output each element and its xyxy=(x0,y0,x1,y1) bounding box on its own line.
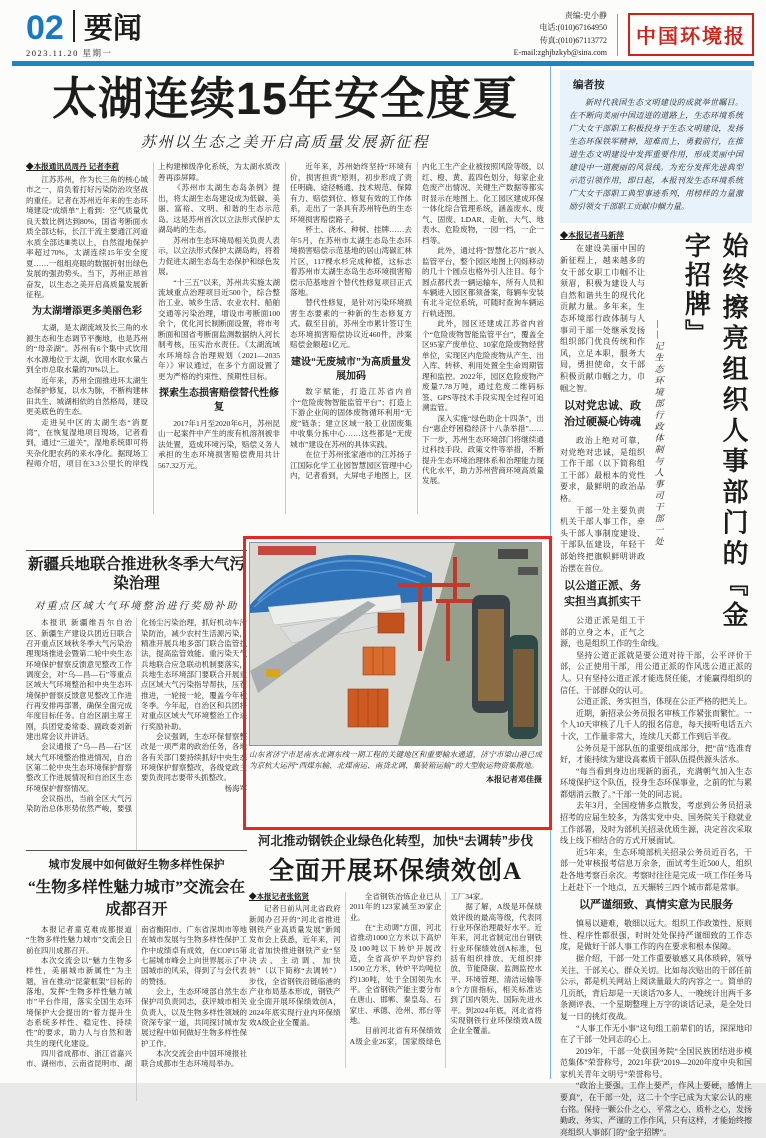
hebei-kicker: 河北推动钢铁企业绿色化转型，加快“去调转”步伐 xyxy=(257,834,533,848)
paragraph: 替代性修复，是针对污染环境损害生态要素的一种新的生态修复方式。截至目前，苏州全市累计签订生态环境损害赔偿协议近460件，涉案赔偿金额超1亿元。 xyxy=(290,298,412,350)
section-title: 要闻 xyxy=(83,13,142,46)
editor-note-title: 编者按 xyxy=(573,79,605,91)
right-column xyxy=(560,70,752,1137)
hebei-body xyxy=(249,892,542,1068)
paragraph: 杯土、浇水、种树、挂牌……去年5月，在苏州市太湖生态岛生态环境损害赔偿示范基地的居山湾碳汇林片区，117棵水杉完成种植，这标志着苏州市太湖生态岛生态环境损害赔偿示范基地首个替代性修复项目正式落地。 xyxy=(290,225,412,298)
paragraph: 据了解，A级是环保绩效评级的最高等级，代表同行业环保治理最好水平。近年来，河北省制定出台钢铁行业环保绩效创A标准，包括有组织排放、无组织排放、节能降碳、监测监控水平、环境管理、清洁运输等8个方面指标，相关标准达到了国内领先、国际先进水平。到2024年底，河北省将实现钢铁行业环保绩效A级企业全覆盖。 xyxy=(450,902,542,1036)
flow-subhead: 以公道正派、务实担当真抓实干 xyxy=(564,580,641,609)
paragraph: 江苏苏州，作为长三角的核心城市之一，肩负着打好污染防治攻坚战的重任。记者在苏州近年来的生态环境建设“成绩单”上看到：空气质量优良天数比例达到80%，国省考断面水质全部达标，长江干流主要通江河道水质全部达Ⅲ类以上，自然湿地保护率超过70%，太湖连续15年安全度夏……一组组亮眼的数据折射出绿色发展的强劲势头。当下，苏州正昂首奋发，以生态之美开启高质量发展新征程。 xyxy=(26,174,148,300)
vertical-headline-block xyxy=(652,232,752,630)
email-line: E-mail:zghjbzkyb@sina.com xyxy=(513,48,607,58)
paragraph: 公道正派、务实担当，体现在公正严格的把关上。 xyxy=(576,697,752,707)
editor-line: 责编:史小静 xyxy=(564,11,607,20)
flow-subhead: 以对党忠诚、政治过硬凝心铸魂 xyxy=(564,400,641,429)
chengdu-body xyxy=(26,925,247,1101)
paragraph: 2017年1月至2020年6月，苏州昆山一起案件中产生的废有机溶剂被非法处置，造成环境污染，赔偿义务人承担的生态环境损害赔偿费用共计567.32万元。 xyxy=(158,418,280,470)
paragraph: 苏州市生态环境局相关负责人表示，以立法形式保护太湖岛屿，将着力促进太湖生态岛生态保护和绿色发展。 xyxy=(158,235,280,277)
paragraph: “政治上要强，工作上要严，作风上要硬，感情上要真”，在干部一处，这二十个字已成为大家公认的座右铭。保持一颗公仆之心、平常之心、质朴之心，发扬勤政、务实、严谨的工作作风，只有这样，才能始终擦亮组织人事部门的“金字招牌”。 xyxy=(560,1081,752,1137)
chengdu-article xyxy=(26,856,247,1079)
paragraph: 本报讯 新疆维吾尔自治区、新疆生产建设兵团近日联合召开重点区域秋冬季大气污染治理现场推进会暨第二轮中央生态环境保护督察反馈意见整改工作调度会，对“乌—昌—石”等重点区域大气环境整治和中央生态环境保护督察反馈意见整改工作进行再安排再部署，确保全面完成年度目标任务。自治区副主席王刚，兵团党委常委、副政委刘新建出席会议并讲话。 xyxy=(26,618,132,741)
paragraph: 走进吴中区的太湖生态“消夏湾”，在恢复湿地项目现场，记者看到，通过“三道关”，湿地系统即可将夹杂化肥农药的来水净化。据现场工程师介绍，项目在3.3公里长的岸线上构建梯级净化系统，为太湖水质改善再添屏障。 xyxy=(26,162,280,469)
vertical-headline: 始终擦亮组织人事部门的『金字招牌』 xyxy=(681,231,748,630)
paragraph: 坚持公道正派就是要公道对待干部，公平评价干部，公正使用干部，用公道正派的作风选公道正派的人。只有坚持公道正派才能选贤任能，才能赢得组织的信任、干部群众的认可。 xyxy=(560,650,752,695)
paragraph: 会议强调，生态环保督察整改是一项严肃的政治任务，各地各有关部门要持续抓好中央生态环境保护督察整改，各级党政主要负责同志要带头抓整改。 xyxy=(141,731,247,783)
paragraph: 近年来，苏州全面推进环太湖生态保护修复，以水为脉，不断构建林田共生、城湖相依的自然格局，建设更美底色的生态。 xyxy=(26,375,148,417)
flow-subhead: 建设“无废城市”为高质量发展加码 xyxy=(291,356,411,382)
separator xyxy=(26,550,247,551)
xinjiang-body xyxy=(26,618,247,850)
paragraph: 目前河北省有环保绩效A级企业26家，国家级绿色工厂34家。 xyxy=(349,892,488,1046)
port-photo xyxy=(250,543,541,745)
paragraph: ◆本报通讯员周丹 记者李莉 xyxy=(26,162,120,172)
paragraph: 四川省成都市、浙江省嘉兴市、湖州市、云南省昆明市、湖南省衡阳市、广东省深圳市等地在城市发展与生物多样性保护工作中成绩卓有成效，在COP15第七届城市峰会上向世界展示了中国城市的风采，得到了与会代表的赞扬。 xyxy=(26,925,247,1069)
paragraph: “十三五”以来，苏州共实施太湖流域重点治理项目近500个，综合整治工业、城乡生活、农业农村、船舶交通等污染治理，增设市考断面100余个，优化河长制断面设置，将市考断面和国省考断面监测数据纳入河长制考核，压实治水责任。《太湖流域水环境综合治理规划（2021—2035年）》审议通过，在多个方面设置了更为严格的约束性、预期性目标。 xyxy=(158,277,280,381)
paragraph: 2019年，干部一处获国务院“全国民族团结进步模范集体”荣誉称号，2021年获“2019—2020年度中央和国家机关青年文明号”荣誉称号。 xyxy=(560,1046,752,1079)
fax-line: 传真:(010)67113772 xyxy=(539,35,607,45)
page-number: 02 xyxy=(26,8,64,47)
paragraph: 公务员是干部队伍的重要组成部分，把“苗”选准育好，才能持续为建设高素质干部队伍提供源头活水。 xyxy=(560,743,752,765)
editor-note xyxy=(560,70,752,223)
photo-caption: 山东省济宁市是南水北调东线一期工程的关键地区和重要输水通道，济宁市梁山港已成为京杭大运河“西煤东输、北煤南运、南货北调、集装箱运输”的大型航运物资集散地。 xyxy=(249,750,542,770)
paragraph: 深入实施“绿色助企十四条”，出台“惠企纾困稳经济十八条举措”……下一步，苏州生态环境部门将继续通过科技手段、政策文件等举措，不断提升生态环境治理体系和治理能力现代化水平，助力苏州营商环境高质量发展。 xyxy=(422,413,544,486)
phone-line: 电话:(010)67164950 xyxy=(539,23,607,33)
flow-subhead: 为太湖增添更多美丽色彩 xyxy=(32,306,142,318)
masthead-block xyxy=(514,10,754,60)
photo-banner xyxy=(258,546,316,555)
paragraph: 公道正派是组工干部的立身之本，正气之源，也是组织工作的生命线。 xyxy=(560,615,664,649)
paragraph: “每当看到身边出现新的面孔，充满朝气加入生态环境保护这个队伍，投身生态环保事业，之前的忙与累都烟消云散了。”干部一处的同志说。 xyxy=(560,766,752,799)
newspaper-logo: 中国环境报 xyxy=(628,13,754,56)
xinjiang-subtitle: 对重点区域大气环境整治进行奖励补助 xyxy=(34,601,239,613)
paragraph: ◆本报记者张铭贤 xyxy=(249,892,309,901)
paragraph: 近5年来，生态环境部机关招录公务员近百名，干部一处审核报考信息万余条，面试考生近500人，组织赴各地考察百余次。考察时往往是完成一项工作任务马上赶赴下一个地点，五天辗转三四个城市都是常事。 xyxy=(560,847,752,892)
main-headline: 太湖连续15年安全度夏 xyxy=(51,73,519,124)
xinjiang-headline: 新疆兵地联合推进秋冬季大气污染治理 xyxy=(27,556,245,592)
main-article-body xyxy=(26,162,544,514)
main-subtitle: 苏州以生态之美开启高质量发展新征程 xyxy=(140,135,430,152)
paragraph: 在建设美丽中国的新征程上，越来越多的女干部女职工巾帼不让须眉，积极为建设人与自然和谐共生的现代化贡献力量。多年来，生态环境部行政体制与人事司干部一处继承发扬组织部门优良传统和作风，立足本职，服务大局，勇担使命，女干部积极贡献巾帼之力，巾帼之智。 xyxy=(560,244,645,393)
page-header xyxy=(26,10,754,60)
paragraph: 去年3月，全国疫情多点散发，考虑到公务员招录招考的应届生较多，为落实党中央、国务院关于稳就业工作部署，及时为部机关招录优质生源，决定首次采取线上线下相结合的方式开展面试。 xyxy=(560,801,752,846)
paragraph: ◆本报记者马新萍 xyxy=(560,230,624,240)
chengdu-headline: “生物多样性魅力城市”交流会在成都召开 xyxy=(27,879,245,918)
paragraph: 杨海军 xyxy=(224,783,247,793)
paragraph: 本次交流会以“魅力生物多样性，美丽城市新属性”为主题，旨在推动“昆蒙框架”目标的落地，发挥“生物多样性魅力城市”平台作用，落实全国生态环境保护大会提出的“着力提升生态系统多样性、稳定性、持续性”的要求，助力人与自然和谐共生的现代化建设。 xyxy=(26,956,132,1048)
paragraph: 会议指出，当前全区大气污染防治总体形势依然严峻，要强化扬尘污染治理，抓好机动车污染防治，减少农村生活源污染，精准开展兵地多部门联合监管执法，提高监管效能。重污染天气兵地联合应急联动机制要落实，兵地生态环境部门要联合开展重点区域大气污染指导帮扶，压茬推进，一轮接一轮，覆盖今年秋冬季。今年起，自治区和兵团将对重点区域大气环境整治工作进行奖励补助。 xyxy=(26,618,247,814)
paragraph: 《苏州市太湖生态岛条例》提出，将太湖生态岛建设成为低碳、美丽、富裕、文明、和谐的生态示范岛。这是苏州首次以立法形式保护太湖岛屿的生态。 xyxy=(158,183,280,235)
paragraph: 在位于苏州张家港市的江苏扬子江国际化学工业园智慧园区管理中心内，记者看到，大屏电子地图上，区内化工生产企业被按照风险等级，以红、橙、黄、蓝四色划分，每家企业危废产出情况、关键生产数据等都实时显示在地图上。化工园区建成环保一体化综合管理系统，涵盖废水、废气、固废、LDAR、走航、大气、地表水、危险废物，一园一档，一企一档等。 xyxy=(290,162,544,481)
hebei-article xyxy=(249,831,542,1079)
paragraph: 干部一处主要负责机关干部人事工作，牵头干部人事制度建设、干部队伍建设，年轻干部始终把旗帜鲜明讲政治摆在首位。 xyxy=(560,505,645,573)
dateline: 2023.11.20 星期一 xyxy=(26,48,113,58)
section-block xyxy=(26,10,142,63)
paragraph: 本报记者童克难成都报道 “生物多样性魅力城市”交流会日前在四川成都召开。 xyxy=(26,925,132,955)
editor-note-body: 新时代我国生态文明建设的成就举世瞩目。在不断向美丽中国迈进的道路上，生态环境系统广大女干部职工积极投身于生态文明建设，发扬生态环保铁军精神，迎难而上，勇毅前行，在推进生态文明建设中发挥重要作用，形成美丽中国建设中一道靓丽的风景线。为充分发挥先进典型示范引领作用，即日起，本报刊发生态环境系统广大女干部职工典型事迹系列，用榜样的力量激励引领女干部职工贡献巾帼力量。 xyxy=(569,98,743,211)
vertical-headline-subline: ——记生态环境部行政体制与人事司干部一处 xyxy=(653,319,664,548)
paragraph: 记者日前从河北省政府新闻办召开的“河北省推进钢铁产业高质量发展”新闻发布会上获悉，近年来，河北省加快推进钢铁产业“坚决去、主动调、加快转”（以下简称“去调转”）步伐，全省钢铁沿链临港的产业布局基本形成，钢铁产业全面开展环保绩效创A，2024年底实现行业内环保绩效A级企业全覆盖。 xyxy=(249,904,341,1028)
paragraph: 会议通报了“乌—昌—石”区域大气环境整治推进情况，自治区第二轮中央生态环境保护督察整改工作进展情况和自治区生态环境保护督察情况。 xyxy=(26,742,132,793)
header-rule xyxy=(12,61,754,66)
yellow-truck xyxy=(266,669,280,677)
paragraph: 本次交流会由中国环境报社联合成都市生态环境局举办。 xyxy=(141,1049,247,1069)
hebei-headline: 全面开展环保绩效创A xyxy=(268,858,523,885)
contact-info xyxy=(514,10,607,60)
paragraph: 此外，通过将“智慧化芯片”嵌入监管平台，整个园区地图上闪烁移动的几十个圆点也格外引人注目。每个圆点都代表一辆运输车，所有人员和车辆进入园区都须备案，每辆车安装有北斗定位系统，可随时查询车辆运行轨迹图。 xyxy=(422,246,544,318)
paragraph: 据介绍，干部一处工作重要敏感又具体琐碎，领导关注、干部关心、群众关切。比如每次贴出的干部任前公示，都是机关网站上阅读量最大的内容之一。简单的几页纸，背后却是一天谈话70多人、一晚统计出两千多条测评表、一个星期整理上万字的谈话记录，是全处日复一日的挑灯夜战。 xyxy=(560,953,752,1021)
paragraph: 太湖，是太湖流域及长三角的水源生态和生态调节平衡地，也是苏州的“母亲湖”。苏州有6个集中式饮用水水源地位于太湖，饮用水取水量占到全市总取水量的70%以上。 xyxy=(26,323,148,375)
paragraph: 慎易以避难，敬细以远大。组织工作政策性、原则性、程序性都很强，时时处处保持严谨细致的工作态度，是做好干部人事工作的内在要求和根本保障。 xyxy=(560,919,752,952)
paragraph: 此外，园区还建成江苏省内首个“危险废物智能监管平台”，覆盖全区95家产废单位、10家危险废物经营单位，实现区内危险废物从产生、出入库、转移、利用处置全生命周期管理和监控。2022年，园区危险废物产废量7.78万吨，通过危废二维码标签、GPS等技术手段实现全过程可追溯监管。 xyxy=(422,319,544,413)
main-article xyxy=(26,74,544,514)
masthead-divider xyxy=(617,14,618,56)
xinjiang-article xyxy=(26,556,247,846)
column-divider xyxy=(550,66,551,1079)
paragraph: 数字赋能，打造江苏省内首个“危险废物智能监管平台”；打造上下游企业间的固体废物循环利用“无废”链条；建立区域一般工业固废集中收集分拣中心……这些都是“无废城市”建设在苏州的具体实践。 xyxy=(290,387,412,449)
paragraph: 近期，新招录公务员报名审核工作紧张而繁忙。一个人10天审核了几千人的报名信息，每天接听电话五六十次，工作量非常大，连续几天都工作到后半夜。 xyxy=(560,708,752,741)
paragraph: 会上，生态环境部自然生态保护司负责同志，获评城市相关负责人，以及生物多样性领域的资深专家一道，共同探讨城市发展过程中如何做好生物多样性保护工作。 xyxy=(141,987,247,1048)
paragraph: 政治上绝对可靠，对党绝对忠诚，是组织工作干部（以下简称组工干部）最根本的党性要求，最鲜明的政治品格。 xyxy=(560,435,645,503)
paragraph: 在“主动调”方面，河北省推动1000立方米以下高炉及100吨以下转炉开展改造，全省高炉平均炉容约1500立方米，转炉平均吨位约130吨，处于全国领先水平。全省钢铁产能主要分布在唐山、邯郸、秦皇岛、石家庄、承德、沧州、邢台等地。 xyxy=(349,923,442,1026)
flow-subhead: 以严谨细致、真情实意为民服务 xyxy=(579,899,733,912)
chengdu-kicker: 城市发展中如何做好生物多样性保护 xyxy=(48,859,225,871)
flow-subhead: 探索生态损害赔偿替代性修复 xyxy=(159,388,279,414)
photo-block xyxy=(249,542,542,785)
paragraph: “人事工作无小事”这句组工前辈们的话，深深地印在了干部一处同志的心上。 xyxy=(560,1023,752,1045)
paragraph: 近年来，苏州始终坚持“环境有价，损害担责”原则，初步形成了责任明确、途径畅通、技术规范、保障有力、赔偿到位、修复有效的工作体系，走出了一条具有苏州特色的生态环境损害赔偿路子。 xyxy=(290,162,412,224)
photo-credit: 本报记者邓佳摄 xyxy=(486,774,542,784)
paragraph: 全省钢铁冶炼企业已从2011年的123家减至39家企业。 xyxy=(349,892,442,922)
port-photo-frame xyxy=(249,542,542,746)
header-divider xyxy=(73,10,75,42)
